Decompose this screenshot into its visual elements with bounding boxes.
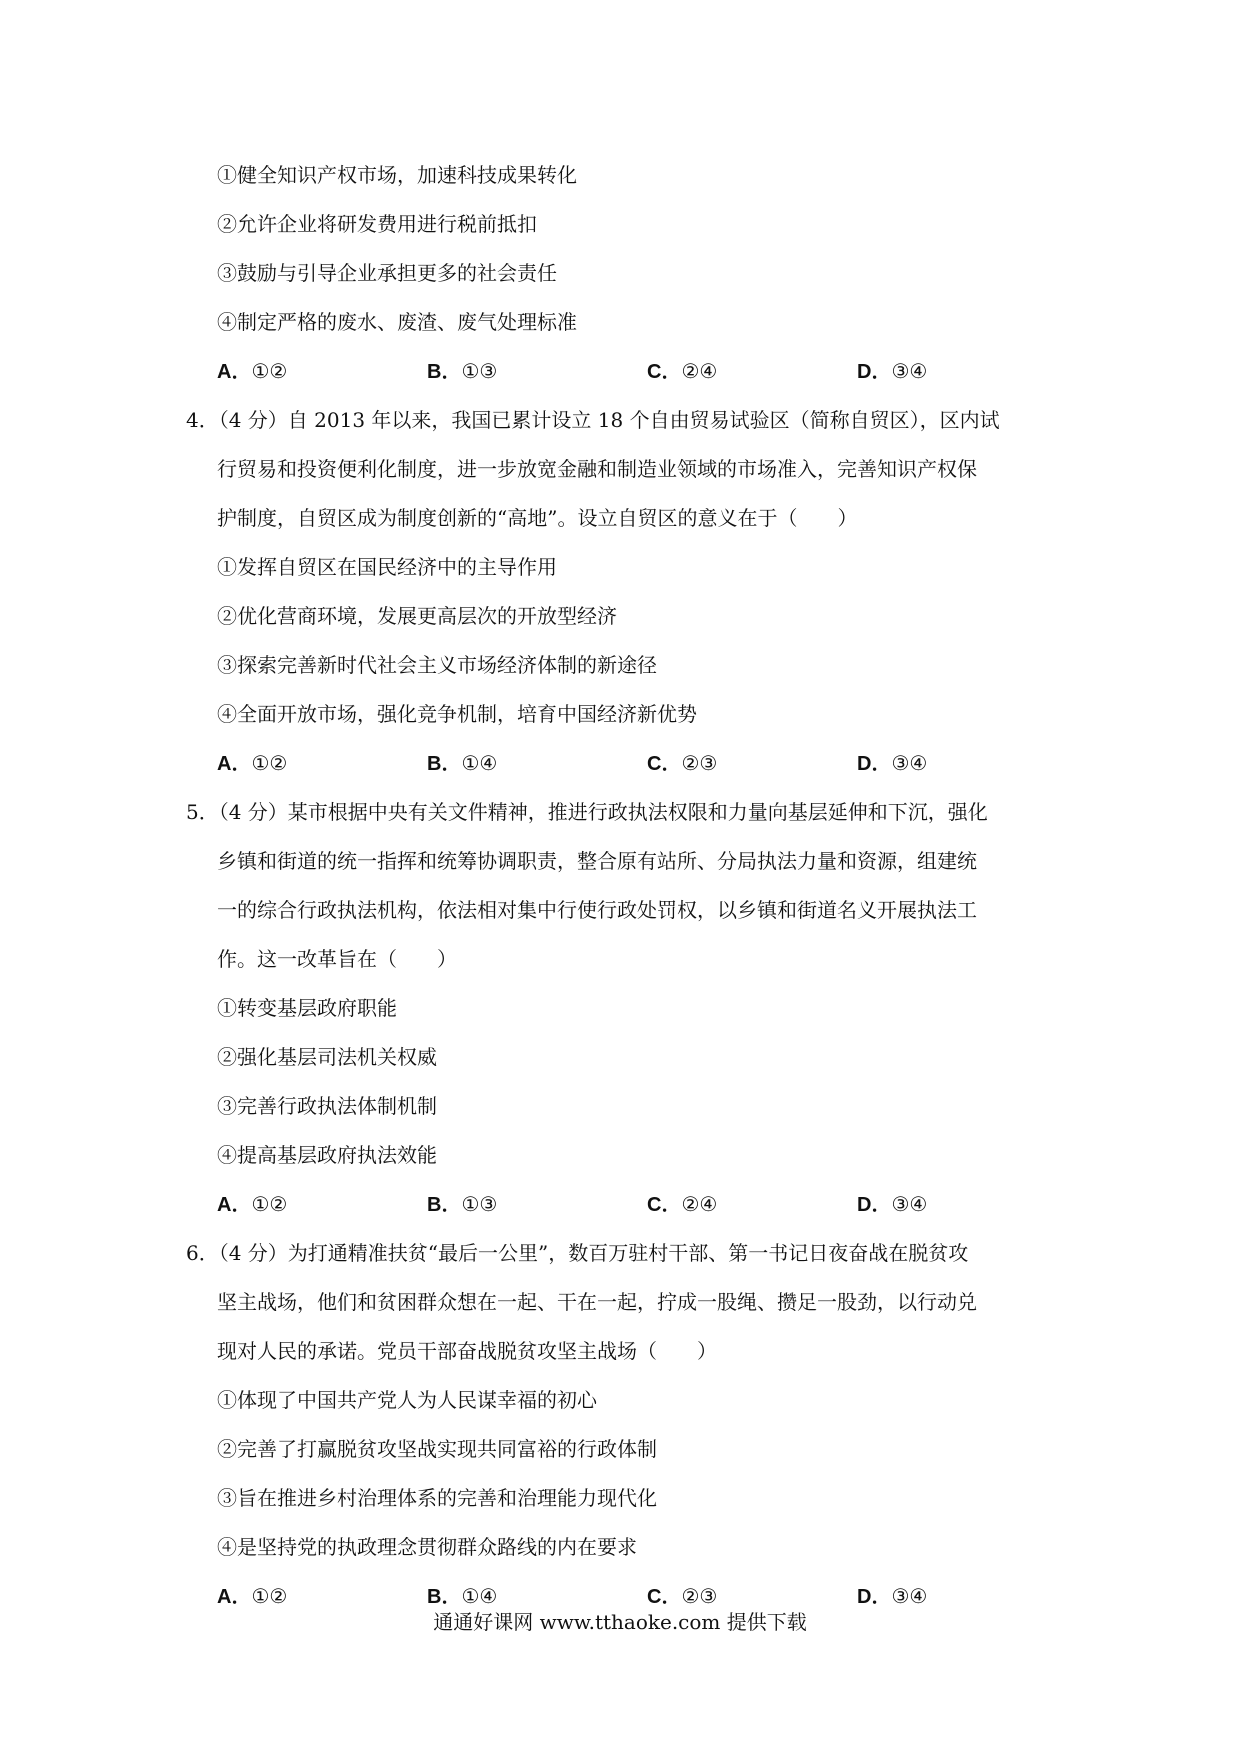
q5-item-4: ④提高基层政府执法效能	[217, 1143, 437, 1167]
choice-label: A．	[217, 753, 252, 775]
q4-item-2: ②优化营商环境，发展更高层次的开放型经济	[217, 604, 617, 628]
q3-item-3: ③鼓励与引导企业承担更多的社会责任	[217, 261, 557, 285]
q4-choice-a	[217, 750, 287, 777]
q6-item-4: ④是坚持党的执政理念贯彻群众路线的内在要求	[217, 1535, 637, 1559]
q3-item-4: ④制定严格的废水、废渣、废气处理标准	[217, 310, 577, 334]
choice-label: B．	[427, 753, 462, 775]
q3-item-2: ②允许企业将研发费用进行税前抵扣	[217, 212, 537, 236]
choice-label: B．	[427, 361, 462, 383]
choice-value: ①④	[461, 1584, 498, 1608]
choice-value: ②③	[681, 751, 718, 775]
q6-item-1: ①体现了中国共产党人为人民谋幸福的初心	[217, 1388, 597, 1412]
q5-item-2: ②强化基层司法机关权威	[217, 1045, 437, 1069]
q6-choice-a	[217, 1583, 287, 1610]
q6-stem-line-3: 现对人民的承诺。党员干部奋战脱贫攻坚主战场（ ）	[217, 1339, 717, 1363]
q6-choice-b	[427, 1583, 497, 1610]
choice-label: A．	[217, 1586, 252, 1608]
choice-label: D．	[857, 361, 892, 383]
choice-value: ①②	[251, 1192, 288, 1216]
choice-label: B．	[427, 1194, 462, 1216]
q3-choice-d	[857, 358, 927, 385]
q6-stem-line-2: 坚主战场，他们和贫困群众想在一起、干在一起，拧成一股绳、攒足一股劲，以行动兑	[217, 1290, 977, 1314]
choice-label: C．	[647, 1586, 682, 1608]
q4-stem-line-1: 4．（4 分）自 2013 年以来，我国已累计设立 18 个自由贸易试验区（简称自贸区），区内试	[186, 408, 1000, 432]
q5-choice-c	[647, 1191, 717, 1218]
choice-label: C．	[647, 753, 682, 775]
choice-label: C．	[647, 1194, 682, 1216]
choice-label: B．	[427, 1586, 462, 1608]
q4-item-3: ③探索完善新时代社会主义市场经济体制的新途径	[217, 653, 657, 677]
choice-label: A．	[217, 1194, 252, 1216]
choice-value: ①③	[461, 1192, 498, 1216]
q4-stem-line-3: 护制度，自贸区成为制度创新的“高地”。设立自贸区的意义在于（ ）	[217, 506, 858, 530]
choice-value: ③④	[891, 1584, 928, 1608]
q5-item-3: ③完善行政执法体制机制	[217, 1094, 437, 1118]
q6-stem-line-1: 6．（4 分）为打通精准扶贫“最后一公里”，数百万驻村干部、第一书记日夜奋战在脱贫攻	[186, 1241, 969, 1265]
page-footer: 通通好课网 www.tthaoke.com 提供下载	[433, 1610, 807, 1634]
q4-stem-line-2: 行贸易和投资便利化制度，进一步放宽金融和制造业领域的市场准入，完善知识产权保	[217, 457, 977, 481]
choice-label: A．	[217, 361, 252, 383]
q6-item-2: ②完善了打赢脱贫攻坚战实现共同富裕的行政体制	[217, 1437, 657, 1461]
choice-value: ①③	[461, 359, 498, 383]
q3-choice-b	[427, 358, 497, 385]
choice-label: D．	[857, 753, 892, 775]
choice-value: ③④	[891, 751, 928, 775]
choice-value: ①②	[251, 359, 288, 383]
choice-value: ②④	[681, 359, 718, 383]
q4-item-4: ④全面开放市场，强化竞争机制，培育中国经济新优势	[217, 702, 697, 726]
choice-label: C．	[647, 361, 682, 383]
choice-value: ②④	[681, 1192, 718, 1216]
q5-choice-b	[427, 1191, 497, 1218]
choice-label: D．	[857, 1194, 892, 1216]
q4-choice-d	[857, 750, 927, 777]
q6-choice-c	[647, 1583, 717, 1610]
choice-value: ①②	[251, 1584, 288, 1608]
choice-value: ②③	[681, 1584, 718, 1608]
q6-item-3: ③旨在推进乡村治理体系的完善和治理能力现代化	[217, 1486, 657, 1510]
q4-item-1: ①发挥自贸区在国民经济中的主导作用	[217, 555, 557, 579]
q5-item-1: ①转变基层政府职能	[217, 996, 397, 1020]
choice-value: ①④	[461, 751, 498, 775]
q5-stem-line-3: 一的综合行政执法机构，依法相对集中行使行政处罚权，以乡镇和街道名义开展执法工	[217, 898, 977, 922]
q5-stem-line-1: 5．（4 分）某市根据中央有关文件精神，推进行政执法权限和力量向基层延伸和下沉，强化	[186, 800, 988, 824]
choice-value: ③④	[891, 1192, 928, 1216]
q5-stem-line-2: 乡镇和街道的统一指挥和统筹协调职责，整合原有站所、分局执法力量和资源，组建统	[217, 849, 977, 873]
q3-choice-a	[217, 358, 287, 385]
q4-choice-b	[427, 750, 497, 777]
q5-choice-d	[857, 1191, 927, 1218]
q6-choice-d	[857, 1583, 927, 1610]
q4-choice-c	[647, 750, 717, 777]
choice-value: ③④	[891, 359, 928, 383]
choice-value: ①②	[251, 751, 288, 775]
q3-choice-c	[647, 358, 717, 385]
q5-stem-line-4: 作。这一改革旨在（ ）	[217, 947, 457, 971]
q3-item-1: ①健全知识产权市场，加速科技成果转化	[217, 163, 577, 187]
q5-choice-a	[217, 1191, 287, 1218]
choice-label: D．	[857, 1586, 892, 1608]
